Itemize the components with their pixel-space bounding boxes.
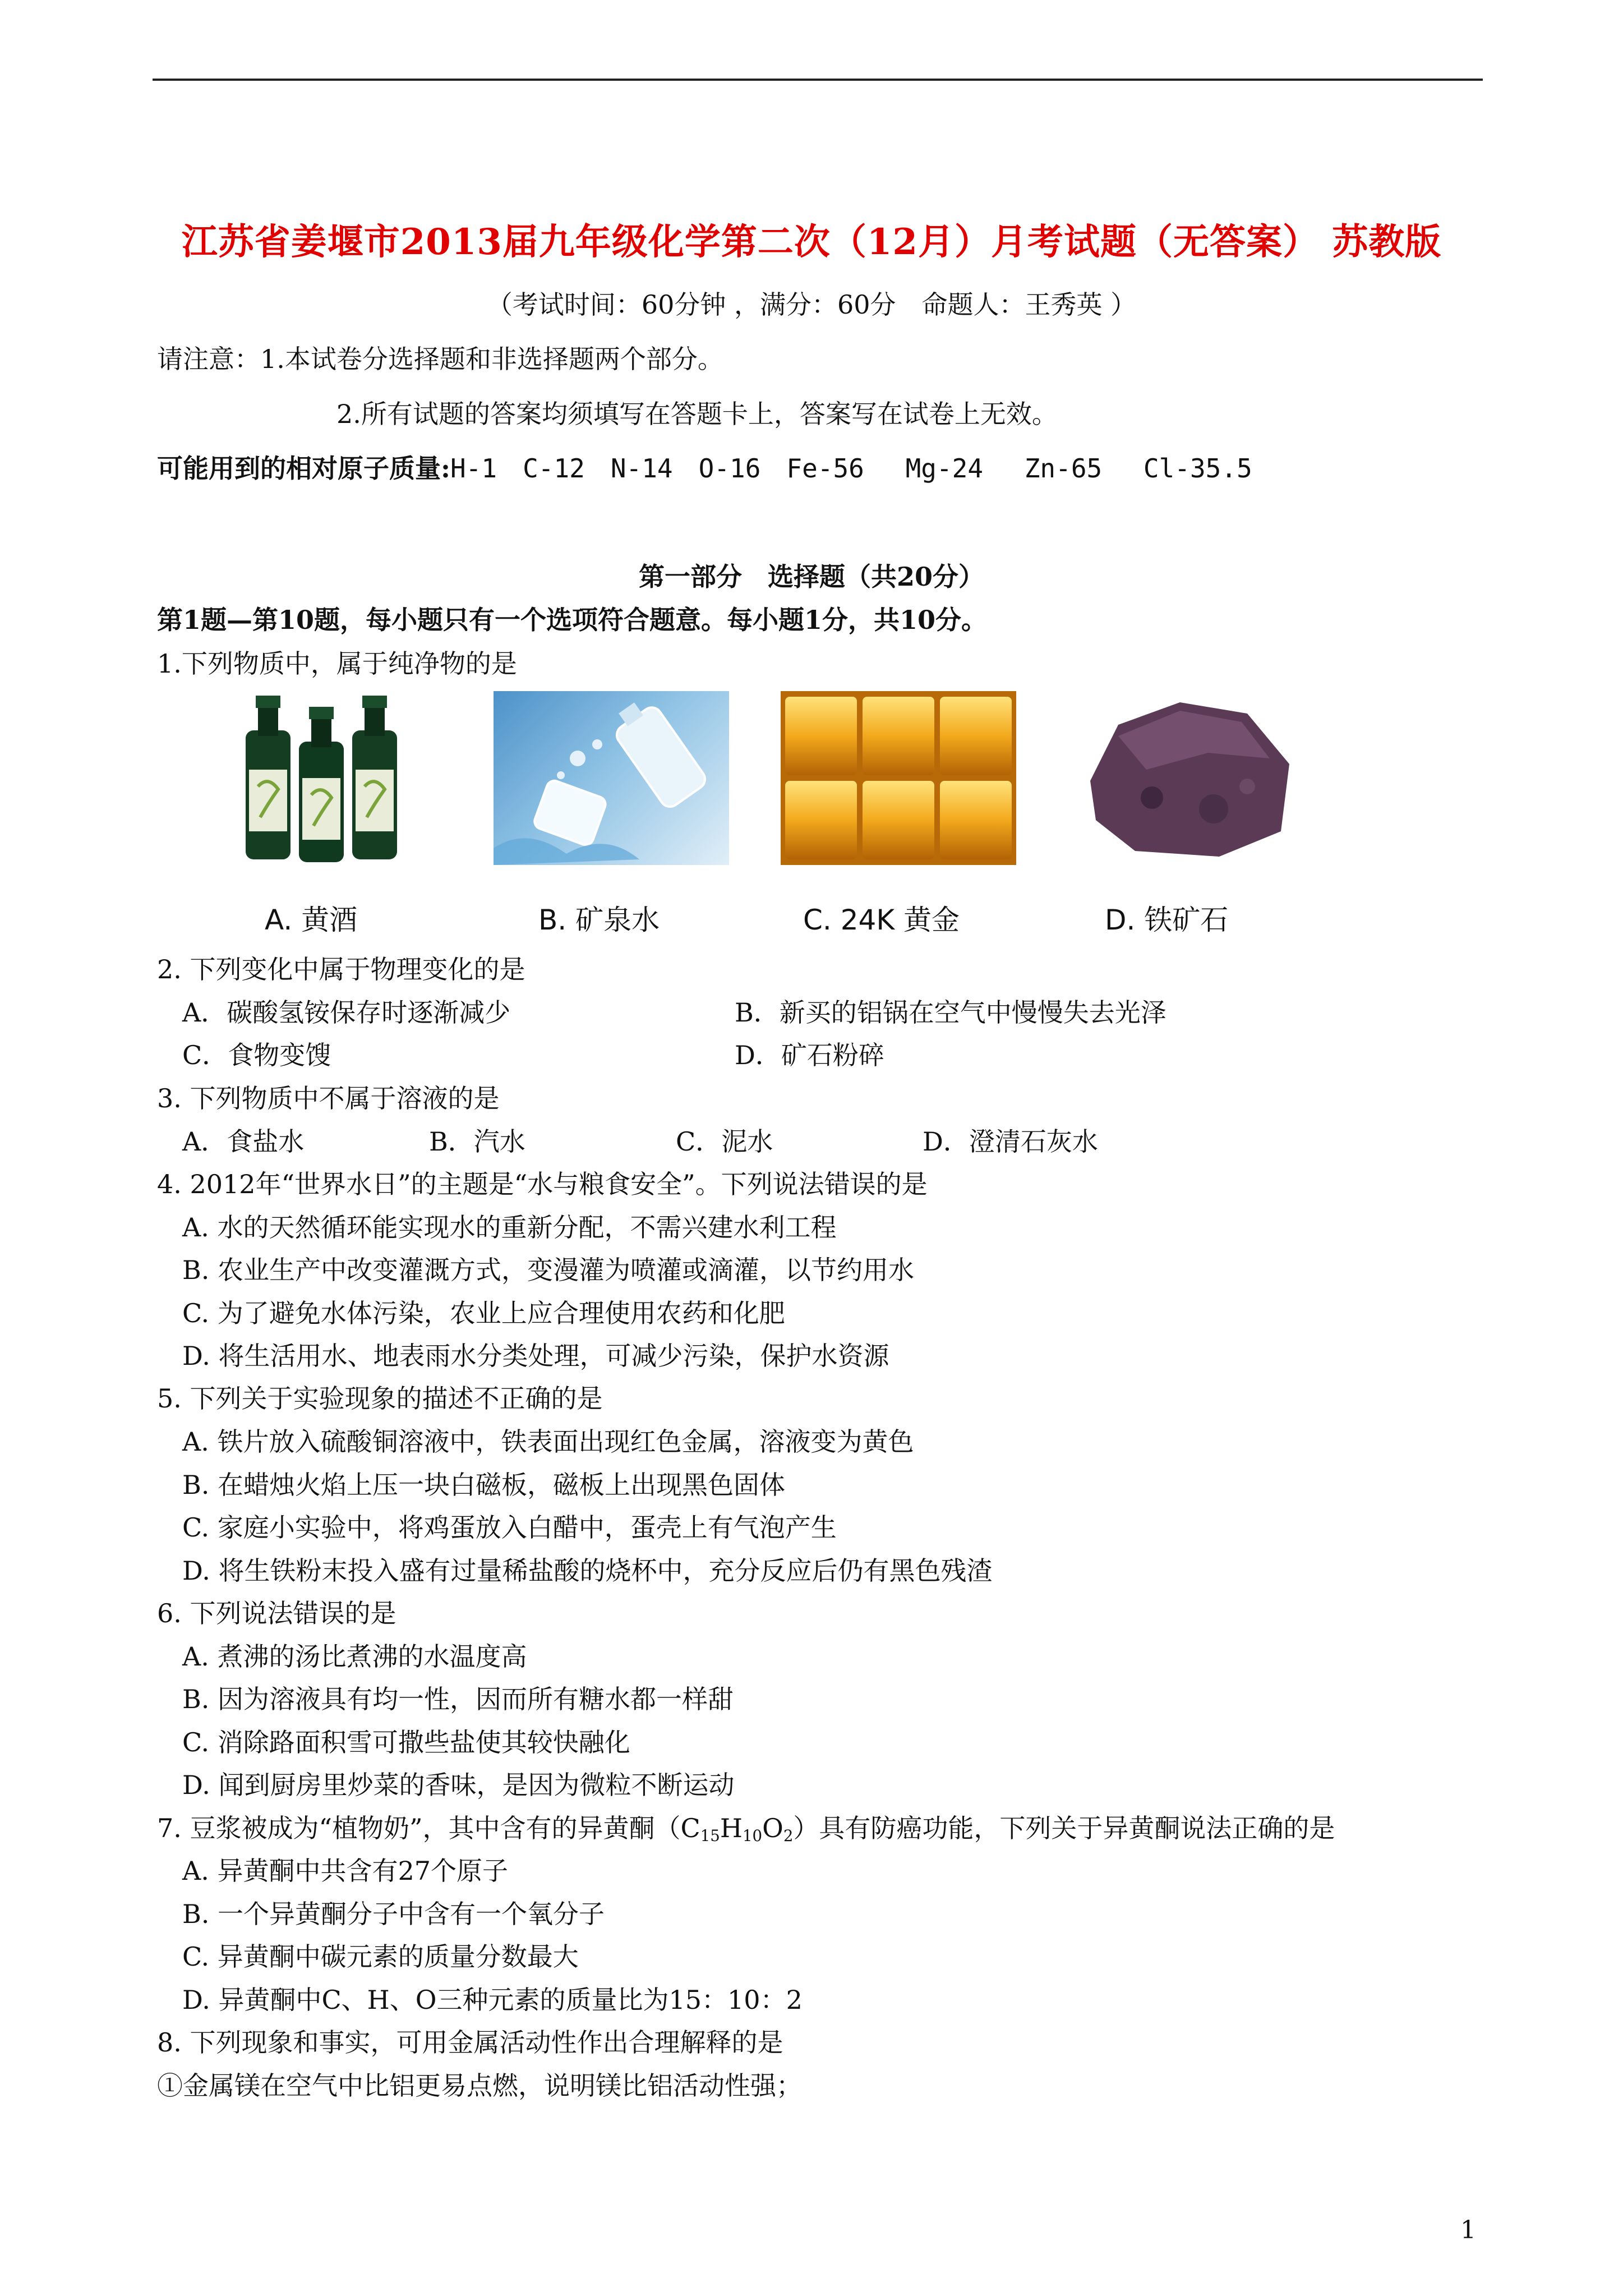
q1-caption-b: B. 矿泉水 (538, 904, 660, 936)
q7-stem (157, 1815, 1335, 1843)
note-1: 请注意：1.本试卷分选择题和非选择题两个部分。 (157, 344, 723, 374)
q7-stem-end: ）具有防癌功能，下列关于异黄酮说法正确的是 (793, 1813, 1335, 1843)
q1-caption-c: C. 24K 黄金 (803, 904, 960, 936)
q1-stem: 1.下列物质中，属于纯净物的是 (157, 648, 517, 679)
q1-caption-a: A. 黄酒 (265, 904, 358, 936)
q3-option-a: A．食盐水 (182, 1126, 305, 1157)
section-instruction: 第1题—第10题，每小题只有一个选项符合题意。每小题1分，共10分。 (157, 605, 988, 635)
q5-option-a: A. 铁片放入硫酸铜溶液中，铁表面出现红色金属，溶液变为黄色 (182, 1427, 914, 1457)
q1-caption-d: D. 铁矿石 (1105, 904, 1229, 936)
mineral-water-image (494, 691, 729, 865)
atomic-mass-values: H-1 C-12 N-14 O-16 Fe-56 Mg-24 Zn-65 Cl-35.5 (450, 453, 1252, 484)
q7-stem-start: 7. 豆浆被成为“植物奶”，其中含有的异黄酮（C (157, 1813, 700, 1843)
q2-option-d: D．矿石粉碎 (735, 1040, 884, 1070)
yellow-wine-image (206, 691, 442, 865)
gold-bars-image (781, 691, 1016, 865)
iron-ore-image (1068, 691, 1303, 865)
q7-option-c: C. 异黄酮中碳元素的质量分数最大 (182, 1941, 579, 1972)
q6-option-b: B. 因为溶液具有均一性，因而所有糖水都一样甜 (182, 1684, 734, 1714)
atomic-mass-label: 可能用到的相对原子质量: (157, 453, 450, 484)
section-heading: 第一部分 选择题（共20分） (638, 562, 984, 592)
q3-option-d: D．澄清石灰水 (923, 1126, 1098, 1157)
atomic-mass-line (157, 453, 1252, 484)
q7-option-a: A. 异黄酮中共含有27个原子 (182, 1856, 508, 1886)
formula-subscript-o: 2 (783, 1826, 794, 1845)
q5-option-d: D. 将生铁粉末投入盛有过量稀盐酸的烧杯中，充分反应后仍有黑色残渣 (182, 1556, 993, 1586)
q3-option-c: C．泥水 (676, 1126, 773, 1157)
q4-option-b: B. 农业生产中改变灌溉方式，变漫灌为喷灌或滴灌，以节约用水 (182, 1255, 915, 1285)
q7-option-d: D. 异黄酮中C、H、O三种元素的质量比为15：10：2 (182, 1985, 803, 2015)
formula-subscript-c: 15 (700, 1826, 720, 1845)
formula-h: H (720, 1813, 743, 1843)
page-title: 江苏省姜堰市2013届九年级化学第二次（12月）月考试题（无答案） 苏教版 (181, 221, 1442, 263)
formula-o: O (762, 1813, 783, 1843)
formula-subscript-h: 10 (743, 1826, 763, 1845)
q5-option-c: C. 家庭小实验中，将鸡蛋放入白醋中，蛋壳上有气泡产生 (182, 1512, 837, 1543)
q3-stem: 3. 下列物质中不属于溶液的是 (157, 1083, 500, 1114)
q4-option-a: A. 水的天然循环能实现水的重新分配，不需兴建水利工程 (182, 1212, 837, 1243)
q7-option-b: B. 一个异黄酮分子中含有一个氧分子 (182, 1899, 605, 1929)
note-2: 2.所有试题的答案均须填写在答题卡上，答案写在试卷上无效。 (336, 399, 1058, 429)
q5-stem: 5. 下列关于实验现象的描述不正确的是 (157, 1383, 603, 1414)
q6-option-d: D. 闻到厨房里炒菜的香味，是因为微粒不断运动 (182, 1770, 735, 1800)
q4-stem: 4. 2012年“世界水日”的主题是“水与粮食安全”。下列说法错误的是 (157, 1169, 928, 1199)
q2-stem: 2. 下列变化中属于物理变化的是 (157, 954, 525, 984)
q4-option-c: C. 为了避免水体污染，农业上应合理使用农药和化肥 (182, 1298, 785, 1328)
q6-stem: 6. 下列说法错误的是 (157, 1598, 396, 1628)
q6-option-a: A. 煮沸的汤比煮沸的水温度高 (182, 1641, 527, 1672)
q6-option-c: C. 消除路面积雪可撒些盐使其较快融化 (182, 1727, 630, 1757)
q2-option-a: A．碳酸氢铵保存时逐渐减少 (182, 997, 511, 1028)
q3-option-b: B．汽水 (429, 1126, 525, 1157)
q5-option-b: B. 在蜡烛火焰上压一块白磁板，磁板上出现黑色固体 (182, 1470, 786, 1500)
header-rule (153, 79, 1483, 81)
q8-item-1: ①金属镁在空气中比铝更易点燃，说明镁比铝活动性强； (157, 2070, 802, 2101)
page-number: 1 (1460, 2216, 1476, 2244)
q4-option-d: D. 将生活用水、地表雨水分类处理，可减少污染，保护水资源 (182, 1341, 889, 1371)
q8-stem: 8. 下列现象和事实，可用金属活动性作出合理解释的是 (157, 2027, 783, 2058)
q2-option-c: C．食物变馊 (182, 1040, 331, 1070)
exam-info: （考试时间：60分钟 ，满分：60分 命题人：王秀英 ） (486, 289, 1137, 320)
q2-option-b: B．新买的铝锅在空气中慢慢失去光泽 (735, 997, 1166, 1028)
